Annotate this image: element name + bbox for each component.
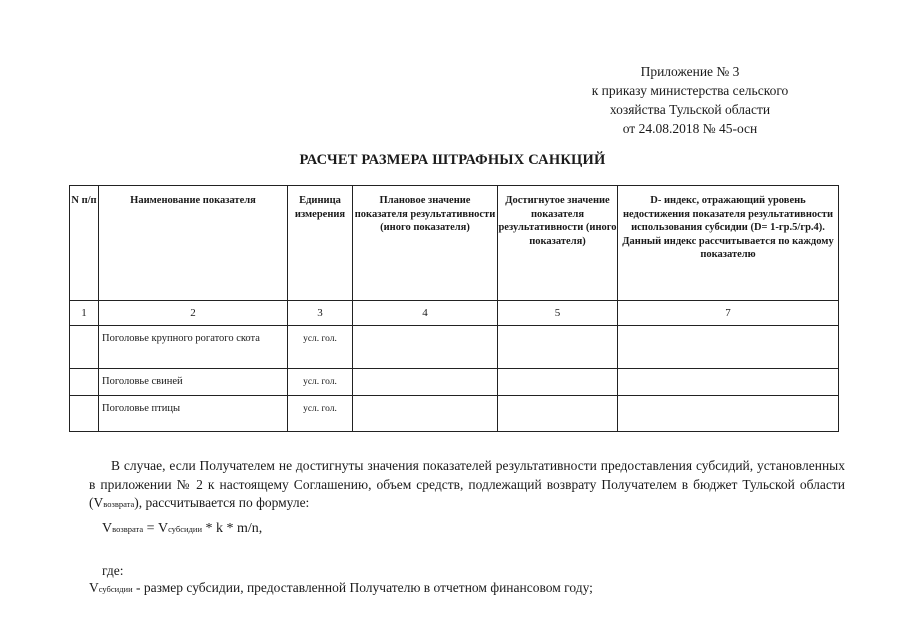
header-d-index: D- индекс, отражающий уровень недостижения показателя результативности использования субсидии (D= 1-гр.5/гр.4). Данный индекс рассчитывается по каждому показателю: [618, 186, 839, 301]
order-reference: к приказу министерства сельского: [591, 83, 789, 98]
table-row: [70, 326, 839, 369]
d-index: [618, 326, 839, 369]
formula-equals-v: = V: [143, 521, 169, 536]
formula-rest: * k * m/n,: [202, 521, 263, 536]
d-index: [618, 396, 839, 432]
indicator-name: Поголовье свиней: [99, 369, 288, 396]
appendix-header: [570, 62, 810, 138]
d-index: [618, 369, 839, 396]
formula-sub-subsidy: субсидии: [168, 524, 202, 534]
formula-sub-refund: возврата: [112, 524, 144, 534]
document-title: РАСЧЕТ РАЗМЕРА ШТРАФНЫХ САНКЦИЙ: [299, 152, 606, 168]
row-num: [70, 326, 99, 369]
planned-value: [353, 326, 498, 369]
appendix-number: Приложение № 3: [640, 64, 740, 79]
paragraph-subscript: возврата: [103, 499, 135, 509]
refund-paragraph: [89, 457, 845, 514]
order-date: от 24.08.2018 № 45-осн: [622, 121, 758, 136]
achieved-value: [498, 369, 618, 396]
table-header-row: [70, 186, 839, 301]
col-number: 3: [288, 301, 353, 326]
col-number: 2: [99, 301, 288, 326]
paragraph-text-start: В случае, если Получателем не достигнуты значения показателей результативности предоставления субсидий, установленных в приложении № 2 к настоящему Соглашению, объем средств, подлежащий возврату Получателем в бюджет Тульской области (V: [89, 458, 845, 510]
paragraph-text-end: ), рассчитывается по формуле:: [134, 495, 310, 510]
achieved-value: [498, 326, 618, 369]
row-num: [70, 369, 99, 396]
header-num: N п/п: [70, 186, 99, 301]
table-row: [70, 369, 839, 396]
row-num: [70, 396, 99, 432]
penalty-table: [69, 185, 839, 432]
ministry-name: хозяйства Тульской области: [609, 102, 771, 117]
formula-v-refund: V: [102, 521, 113, 536]
unit: усл. гол.: [288, 369, 353, 396]
refund-formula: [102, 521, 262, 537]
table-row: [70, 396, 839, 432]
col-number: 1: [70, 301, 99, 326]
header-indicator-name: Наименование показателя: [99, 186, 288, 301]
column-number-row: [70, 301, 839, 326]
col-number: 4: [353, 301, 498, 326]
col-number: 7: [618, 301, 839, 326]
definition-text: - размер субсидии, предоставленной Получателю в отчетном финансовом году;: [132, 580, 593, 595]
header-unit: Единица измерения: [288, 186, 353, 301]
subsidy-definition: [89, 580, 849, 596]
where-label: где:: [102, 563, 124, 578]
planned-value: [353, 396, 498, 432]
col-number: 5: [498, 301, 618, 326]
definition-v: V: [89, 580, 99, 595]
achieved-value: [498, 396, 618, 432]
planned-value: [353, 369, 498, 396]
header-planned-value: Плановое значение показателя результативности (иного показателя): [353, 186, 498, 301]
definition-subscript: субсидии: [98, 584, 133, 594]
indicator-name: Поголовье крупного рогатого скота: [99, 326, 288, 369]
unit: усл. гол.: [288, 396, 353, 432]
unit: усл. гол.: [288, 326, 353, 369]
indicator-name: Поголовье птицы: [99, 396, 288, 432]
header-achieved-value: Достигнутое значение показателя результативности (иного показателя): [498, 186, 618, 301]
